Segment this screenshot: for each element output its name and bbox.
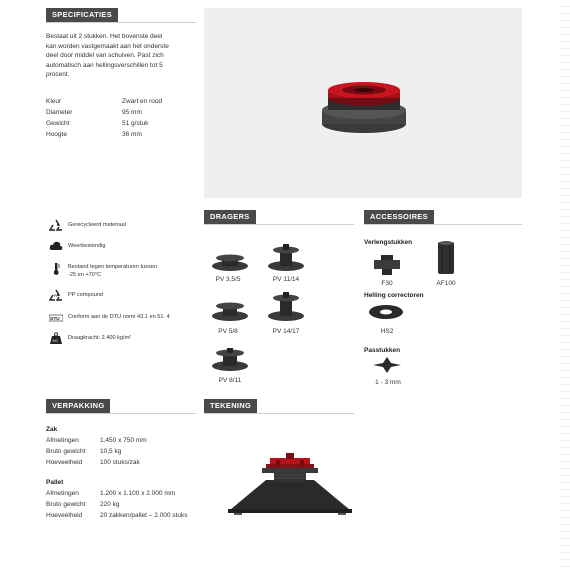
spec-label: Hoogte: [46, 131, 67, 138]
pack-value: 20 zakken/pallet – 2.000 stuks: [100, 512, 188, 519]
page-edge-ruler: [560, 0, 570, 570]
weight-icon: [49, 332, 63, 344]
passtukken-title: Passtukken: [364, 347, 401, 354]
pack-label: Bruto gewicht: [46, 501, 86, 508]
accessory-label: F30: [381, 280, 393, 287]
spec-value: 51 g/stuk: [122, 120, 149, 127]
feature-text: Gerecycleerd materiaal: [68, 222, 126, 228]
extension-af100-image: [436, 240, 456, 276]
pedestal-pv-11-14-image: [266, 242, 306, 274]
svg-text:PP: PP: [54, 294, 59, 298]
spec-label: Diameter: [46, 109, 73, 116]
svg-text:DTU: DTU: [50, 316, 60, 321]
specificaties-description: Bestaat uit 2 stukken. Het bovenste deel kan worden vastgemaakt aan het onderste deel door middel van schuiven. Past zich automatisch aan hellingsverschillen tot 5 procent.: [46, 33, 169, 78]
feature-text: PP compound: [68, 292, 104, 298]
specificaties-divider: [46, 22, 196, 23]
pack-label: Afmetingen: [46, 490, 79, 497]
drager-label: PV 8/11: [218, 377, 242, 384]
spec-value: 95 mm: [122, 109, 142, 116]
tekening-divider: [204, 413, 354, 414]
spec-value: 36 mm: [122, 131, 142, 138]
helling-title: Helling correctoren: [364, 292, 424, 299]
verpakking-divider: [46, 413, 196, 414]
technical-drawing-image: [220, 452, 360, 522]
feature-text-line2: -25 en +70°C: [68, 272, 102, 278]
dragers-divider: [204, 224, 354, 225]
thermometer-icon: [49, 263, 63, 275]
spec-label: Gewicht: [46, 120, 70, 127]
spec-value: Zwart en rood: [122, 98, 163, 105]
accessory-label: 1 - 3 mm: [375, 379, 401, 386]
accessory-label: HS2: [380, 328, 394, 335]
pack-label: Bruto gewicht: [46, 448, 86, 455]
drager-label: PV 3,5/5: [215, 276, 241, 283]
pack-value: 10,5 kg: [100, 448, 122, 455]
pedestal-image: [204, 8, 522, 198]
feature-text: Conform aan de DTU norm 43.1 en 51. 4: [68, 314, 170, 320]
pack-label: Hoeveelheid: [46, 512, 83, 519]
feature-text: Draagkracht: 2.400 kg/m²: [68, 335, 132, 341]
shim-image: [372, 356, 402, 374]
pack-value: 100 stuks/zak: [100, 459, 140, 466]
pedestal-pv-14-17-image: [266, 290, 306, 324]
pack-value: 1.450 x 750 mm: [100, 437, 147, 444]
slope-corrector-hs2-image: [368, 304, 404, 320]
recycle-icon: [49, 219, 63, 231]
dtu-icon: [49, 312, 63, 324]
pack-value: 220 kg: [100, 501, 120, 508]
accessoires-divider: [364, 224, 522, 225]
drager-label: PV 11/14: [272, 276, 300, 283]
drager-label: PV 5/8: [218, 328, 238, 335]
tekening-header: TEKENING: [204, 399, 257, 413]
pallet-title: Pallet: [46, 479, 64, 486]
pedestal-pv-8-11-image: [210, 346, 250, 374]
pack-label: Afmetingen: [46, 437, 79, 444]
verlengstukken-title: Verlengstukken: [364, 239, 413, 246]
extension-f30-image: [372, 255, 402, 277]
spec-label: Kleur: [46, 98, 62, 105]
specificaties-header: SPECIFICATIES: [46, 8, 118, 22]
feature-text: Weerbestendig: [68, 243, 106, 249]
svg-text:KG: KG: [52, 339, 58, 343]
product-photo: [204, 8, 522, 198]
pack-label: Hoeveelheid: [46, 459, 83, 466]
drager-label: PV 14/17: [272, 328, 300, 335]
accessory-label: AF100: [436, 280, 456, 287]
pedestal-pv-3-5-5-image: [210, 252, 250, 274]
verpakking-header: VERPAKKING: [46, 399, 110, 413]
pack-value: 1.200 x 1.100 x 2.000 mm: [100, 490, 176, 497]
recycle-pp-icon: [49, 289, 63, 301]
feature-text: Bestand tegen temperaturen tussen: [68, 264, 157, 270]
zak-title: Zak: [46, 426, 58, 433]
dragers-header: DRAGERS: [204, 210, 256, 224]
accessoires-header: ACCESSOIRES: [364, 210, 434, 224]
pedestal-pv-5-8-image: [210, 300, 250, 324]
cloud-icon: [49, 240, 63, 252]
